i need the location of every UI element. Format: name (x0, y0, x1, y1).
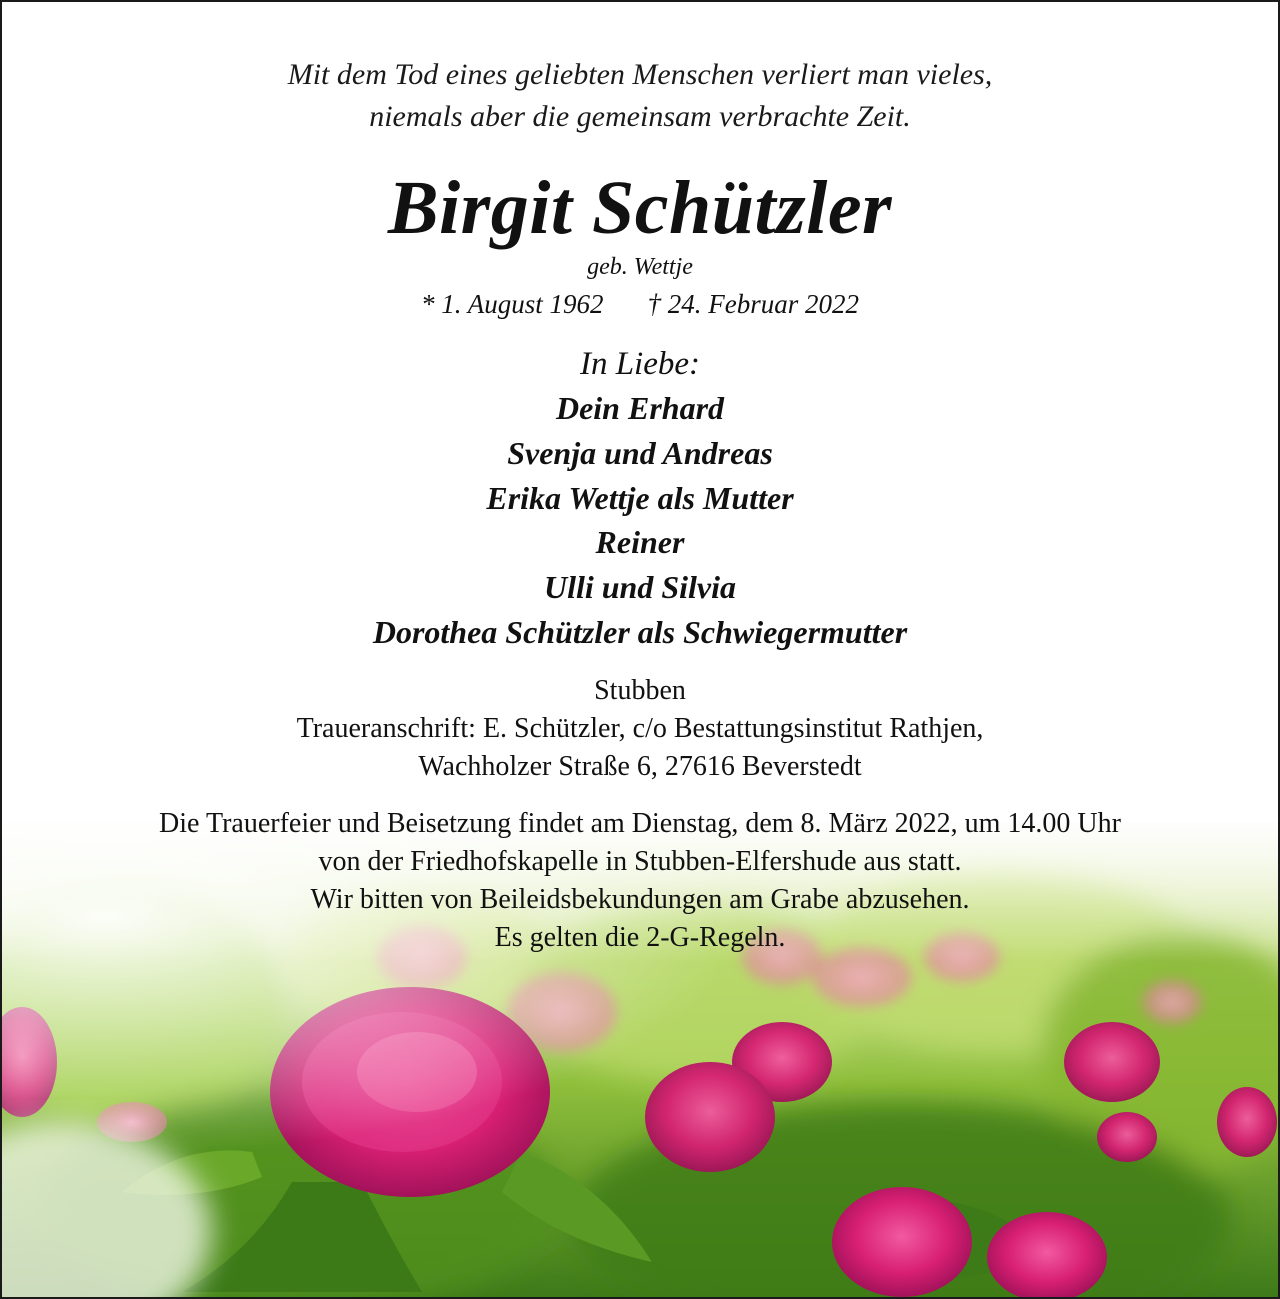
motto-line: niemals aber die gemeinsam verbrachte Zeit. (369, 100, 911, 133)
motto (2, 54, 1278, 138)
mourner-name: Svenja und Andreas (507, 434, 773, 471)
notice-line: Die Trauerfeier und Beisetzung findet am Dienstag, dem 8. März 2022, um 14.00 Uhr (159, 808, 1121, 839)
mourners-intro: In Liebe: (579, 346, 701, 382)
notice-line: von der Friedhofskapelle in Stubben-Elfershude aus statt. (318, 846, 962, 877)
mourner-name: Reiner (595, 524, 685, 561)
life-dates (2, 286, 1278, 322)
mourner-name: Dorothea Schützler als Schwiegermutter (372, 613, 908, 650)
funeral-notice (2, 805, 1278, 957)
death-date: † 24. Februar 2022 (647, 289, 859, 319)
address-line: Stubben (594, 675, 686, 706)
birth-date: * 1. August 1962 (420, 289, 604, 319)
notice-line: Wir bitten von Beileidsbekundungen am Grabe abzusehen. (310, 884, 970, 915)
deceased-name: Birgit Schützler (387, 166, 893, 250)
mourners-list (2, 386, 1278, 655)
mourner-name: Erika Wettje als Mutter (486, 479, 794, 516)
address-line: Wachholzer Straße 6, 27616 Beverstedt (418, 751, 862, 782)
birth-name: geb. Wettje (587, 254, 693, 280)
mourner-name: Dein Erhard (555, 390, 725, 426)
mourner-name: Ulli und Silvia (543, 569, 737, 606)
motto-line: Mit dem Tod eines geliebten Menschen verliert man vieles, (287, 58, 993, 91)
mourning-address (2, 672, 1278, 786)
address-line: Traueranschrift: E. Schützler, c/o Bestattungsinstitut Rathjen, (296, 713, 984, 744)
notice-line: Es gelten die 2-G-Regeln. (494, 922, 786, 953)
